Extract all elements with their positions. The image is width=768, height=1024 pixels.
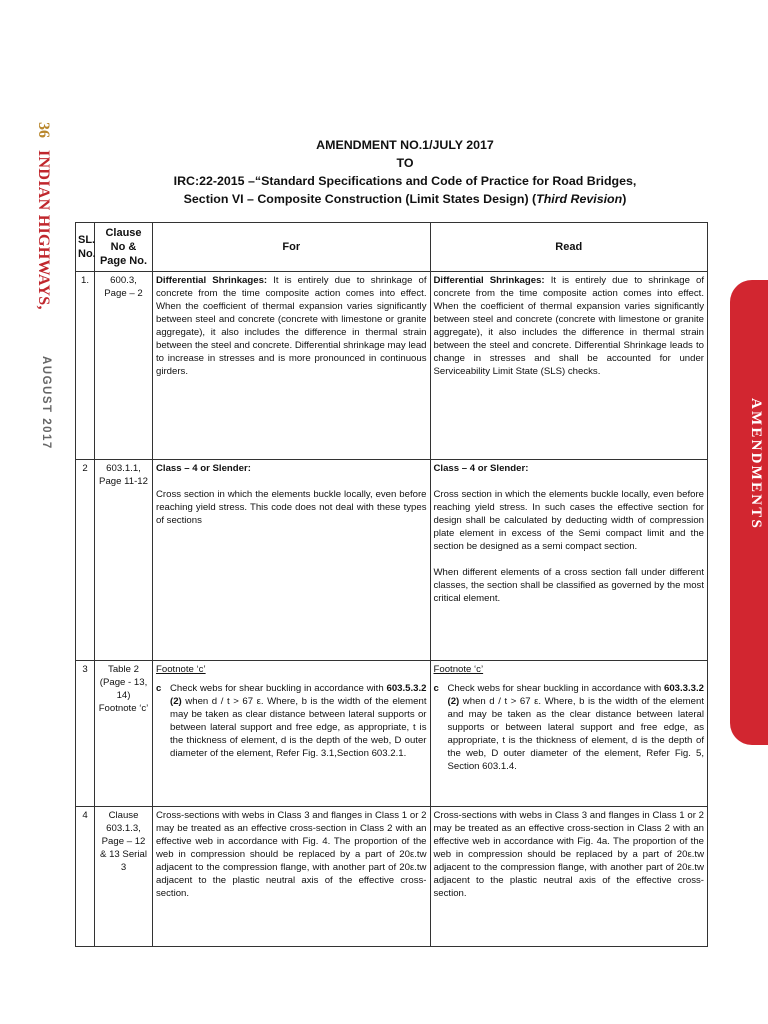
header-read: Read bbox=[430, 223, 708, 272]
table-row bbox=[76, 272, 708, 460]
issue-month: AUGUST 2017 bbox=[40, 356, 52, 450]
amendment-table bbox=[75, 222, 708, 947]
header-for: For bbox=[153, 223, 431, 272]
heading-line-2: TO bbox=[396, 156, 414, 170]
row-read-text: Differential Shrinkages: It is entirely due to shrinkage of concrete from the time composite action comes into effect. When the coefficient of thermal expansion varies significantly between steel and concrete (concrete with limestone or granite aggregate), it also includes the difference in thermal strain between the steel and concrete. Differential Shrinkage leads to change in stresses and shall be accounted for under Serviceability Limit State (SLS) checks. bbox=[430, 272, 708, 460]
header-clause: Clause No & Page No. bbox=[95, 223, 153, 272]
heading-line-1: AMENDMENT NO.1/JULY 2017 bbox=[316, 138, 494, 152]
amendment-heading bbox=[95, 136, 715, 208]
page-number: 36 bbox=[35, 122, 52, 138]
heading-line-4: Section VI – Composite Construction (Limit States Design) (Third Revision) bbox=[183, 192, 627, 206]
magazine-title: INDIAN HIGHWAYS, bbox=[35, 150, 52, 310]
row-clause: 600.3, Page – 2 bbox=[95, 272, 153, 460]
row-clause: 603.1.1, Page 11-12 bbox=[95, 460, 153, 661]
row-sl-no: 2 bbox=[76, 460, 95, 661]
row-read-text: Footnote ‘c’ c Check webs for shear buckling in accordance with 603.3.3.2 (2) when d / t > 67 ε. Where, b is the width of the element and may be taken as the clear distance between lateral supports or between lateral support and free edge, as appropriate, t is the thickness of element, d is the depth of the web, D outer diameter of the element, Refer Fig. 5, Section 603.1.4. bbox=[430, 661, 708, 807]
row-clause: Table 2 (Page - 13, 14) Footnote ‘c’ bbox=[95, 661, 153, 807]
table-row bbox=[76, 807, 708, 947]
row-read-text: Class – 4 or Slender: Cross section in which the elements buckle locally, even before reaching yield stress. In such cases the effective section for design shall be calculated by deducting width of compression plate element in excess of the Semi compact limit and the section be designed as a semi compact section. When different elements of a cross section fall under different classes, the section shall be classified as governed by the most critical element. bbox=[430, 460, 708, 661]
row-sl-no: 4 bbox=[76, 807, 95, 947]
section-tab bbox=[730, 280, 768, 745]
row-sl-no: 1. bbox=[76, 272, 95, 460]
section-tab-label: AMENDMENTS bbox=[748, 398, 764, 531]
row-for-text: Cross-sections with webs in Class 3 and flanges in Class 1 or 2 may be treated as an effective cross-section in Class 2 with an effective web in accordance with Fig. 4. The proportion of the web in compression should be replaced by a part of 20ε.tw adjacent to the compression flange, with another part of 20ε.tw adjacent to the plastic neutral axis of the effective cross-section. bbox=[153, 807, 431, 947]
table-row bbox=[76, 661, 708, 807]
heading-line-3: IRC:22-2015 –“Standard Specifications and Code of Practice for Road Bridges, bbox=[173, 174, 637, 188]
row-read-text: Cross-sections with webs in Class 3 and flanges in Class 1 or 2 may be treated as an effective cross-section in Class 2 with an effective web in accordance with Fig. 4a. The proportion of the web in compression should be replaced by a part of 20ε.tw adjacent to the compression flange, with another part of 20ε.tw adjacent to the plastic neutral axis of the effective cross-section. bbox=[430, 807, 708, 947]
table-row bbox=[76, 460, 708, 661]
running-header bbox=[22, 118, 62, 458]
header-sl-no: SL. No. bbox=[76, 223, 95, 272]
row-for-text: Differential Shrinkages: It is entirely due to shrinkage of concrete from the time composite action comes into effect. When the coefficient of thermal expansion varies significantly between steel and concrete (concrete with limestone or granite aggregate), it also includes the difference in thermal strain between the steel and concrete. Differential shrinkage may lead to increase in stresses and is more pronounced in continuous girders. bbox=[153, 272, 431, 460]
row-clause: Clause 603.1.3, Page – 12 & 13 Serial 3 bbox=[95, 807, 153, 947]
row-sl-no: 3 bbox=[76, 661, 95, 807]
row-for-text: Class – 4 or Slender: Cross section in which the elements buckle locally, even before reaching yield stress. This code does not deal with these types of sections bbox=[153, 460, 431, 661]
table-header-row bbox=[76, 223, 708, 272]
row-for-text: Footnote ‘c’ c Check webs for shear buckling in accordance with 603.5.3.2 (2) when d / t > 67 ε. Where, b is the width of the element may be taken as clear distance between lateral supports or between lateral support and free edge, as appropriate, t is the thickness of element, d is the depth of the web, D outer diameter of the element, Refer Fig. 3.1,Section 603.2.1. bbox=[153, 661, 431, 807]
